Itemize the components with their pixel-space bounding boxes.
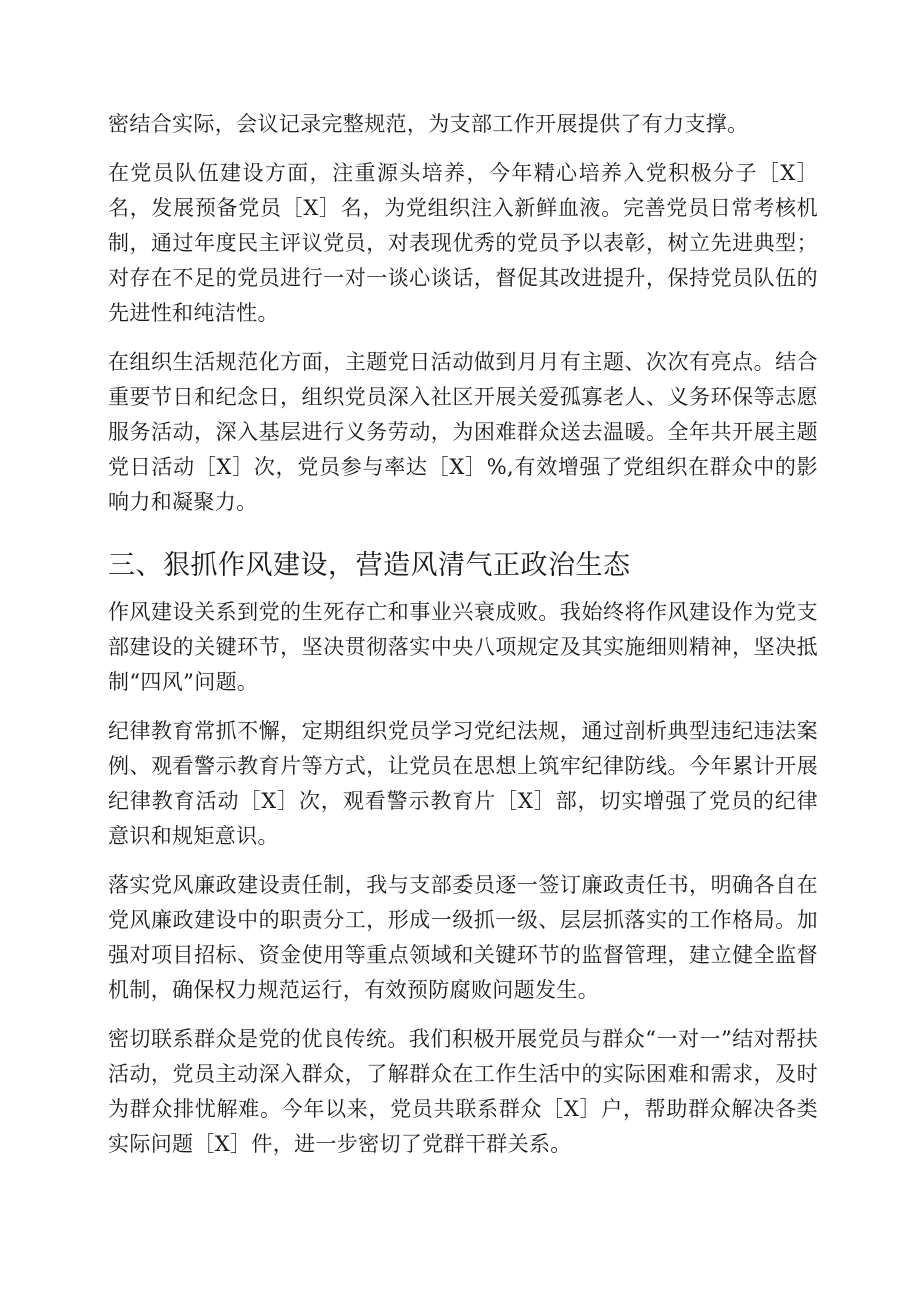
- paragraph: 纪律教育常抓不懈，定期组织党员学习党纪法规，通过剖析典型违纪违法案例、观看警示教育片等方式，让党员在思想上筑牢纪律防线。今年累计开展纪律教育活动［X］次，观看警示教育片［X］部，切实增强了党员的纪律意识和规矩意识。: [108, 719, 818, 848]
- document-body: [108, 107, 818, 1176]
- paragraph: 落实党风廉政建设责任制，我与支部委员逐一签订廉政责任书，明确各自在党风廉政建设中的职责分工，形成一级抓一级、层层抓落实的工作格局。加强对项目招标、资金使用等重点领域和关键环节的监督管理，建立健全监督机制，确保权力规范运行，有效预防腐败问题发生。: [108, 873, 818, 1002]
- paragraph: 密切联系群众是党的优良传统。我们积极开展党员与群众“一对一”结对帮扶活动，党员主动深入群众，了解群众在工作生活中的实际困难和需求，及时为群众排忧解难。今年以来，党员共联系群众［X］户，帮助群众解决各类实际问题［X］件，进一步密切了党群干群关系。: [108, 1027, 818, 1156]
- paragraph: 作风建设关系到党的生死存亡和事业兴衰成败。我始终将作风建设作为党支部建设的关键环节，坚决贯彻落实中央八项规定及其实施细则精神，坚决抵制“四风”问题。: [108, 600, 818, 694]
- paragraph: 在组织生活规范化方面，主题党日活动做到月月有主题、次次有亮点。结合重要节日和纪念日，组织党员深入社区开展关爱孤寡老人、义务环保等志愿服务活动，深入基层进行义务劳动，为困难群众送去温暖。全年共开展主题党日活动［X］次，党员参与率达［X］%,有效增强了党组织在群众中的影响力和凝聚力。: [108, 350, 818, 514]
- section-heading: 三、狠抓作风建设，营造风清气正政治生态: [108, 550, 631, 581]
- paragraph: 密结合实际，会议记录完整规范，为支部工作开展提供了有力支撑。: [108, 112, 749, 136]
- paragraph: 在党员队伍建设方面，注重源头培养，今年精心培养入党积极分子［X］名，发展预备党员［X］名，为党组织注入新鲜血液。完善党员日常考核机制，通过年度民主评议党员，对表现优秀的党员予以表彰，树立先进典型；对存在不足的党员进行一对一谈心谈话，督促其改进提升，保持党员队伍的先进性和纯洁性。: [108, 161, 818, 325]
